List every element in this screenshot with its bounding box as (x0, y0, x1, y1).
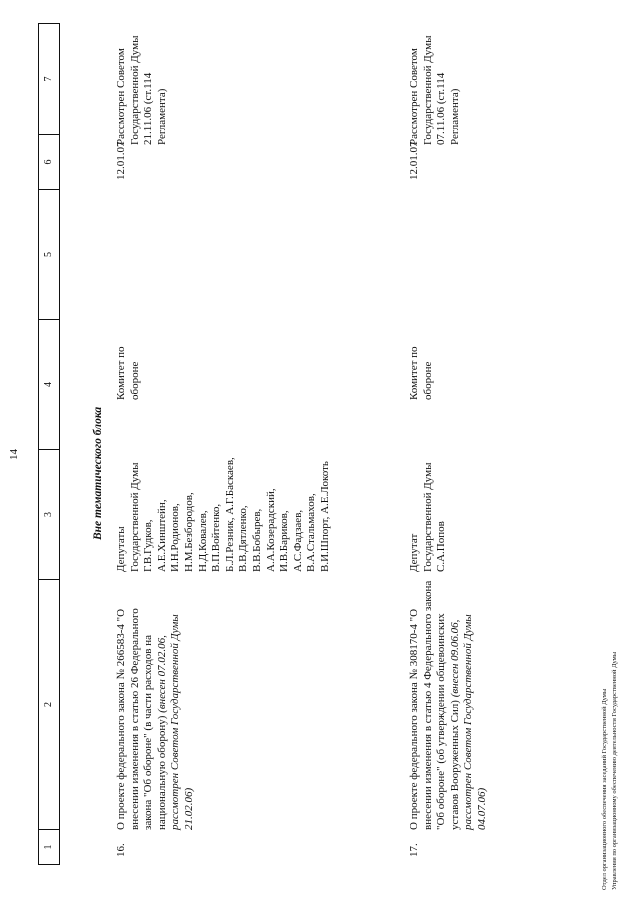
page-footer (600, 652, 620, 890)
bill-authors: Депутаты Государственной Думы Г.В.Гудков, А.Е.Хинштейн, И.Н.Родионов, Н.М.Безбородов, Н.Д.Ковалев, В.П.Войтенко, Б.Л.Резник, А.Г.Баскаев, В.В.Дятленко, В.В.Бобырев, А.А.Козерадский, И.В.Бариков, А.С.Фадзаев, В.А.Стальмахов, В.И.Шпорт, А.Е.Локоть (115, 457, 331, 572)
page-number: 14 (8, 449, 20, 460)
bill-status: Рассмотрен Советом Государственной Думы 07.11.06 (ст.114 Регламента) (408, 35, 461, 145)
bill-title (115, 580, 197, 830)
bill-authors: Депутат Государственной Думы С.А.Попов (408, 462, 448, 572)
footer-line-1: Отдел организационного обеспечения заседаний Государственной Думы (601, 688, 608, 890)
column-header-3: 3 (39, 449, 59, 579)
responsible-committee: Комитет по обороне (408, 346, 434, 400)
bill-status: Рассмотрен Советом Государственной Думы 21.11.06 (ст.114 Регламента) (115, 35, 168, 145)
review-date: 12.01.07 (408, 141, 420, 180)
column-header-2: 2 (39, 579, 59, 829)
review-date: 12.01.07 (115, 141, 127, 180)
row-number: 17. (408, 843, 420, 857)
column-header-4: 4 (39, 319, 59, 449)
bill-title-note: (внесен 07.02.06, рассмотрен Советом Государственной Думы 21.02.06) (155, 614, 195, 830)
bill-title (408, 580, 490, 830)
section-title: Вне тематического блока (92, 406, 104, 540)
responsible-committee: Комитет по обороне (115, 346, 141, 400)
bill-title-text: О проекте федерального закона № 266583-4 "О внесении изменения в статью 26 Федерального закона "Об обороне" (в части расходов на национальную оборону) (115, 608, 168, 830)
column-header-6: 6 (39, 134, 59, 189)
column-header-7: 7 (43, 76, 54, 82)
bill-title-note: (внесен 09.06.06, рассмотрен Советом Государственной Думы 04.07.06) (448, 614, 488, 830)
column-header-row (38, 23, 60, 865)
row-number: 16. (115, 843, 127, 857)
column-header-1: 1 (39, 829, 59, 864)
bill-title-text: О проекте федерального закона № 308170-4 "О внесении изменения в статью 4 Федерального закона "Об обороне" (об утверждении общевоинских уставов Вооруженных Сил) (408, 580, 461, 830)
footer-line-2: Управления по организационному обеспечению деятельности Государственной Думы (611, 651, 618, 890)
column-header-5: 5 (39, 189, 59, 319)
